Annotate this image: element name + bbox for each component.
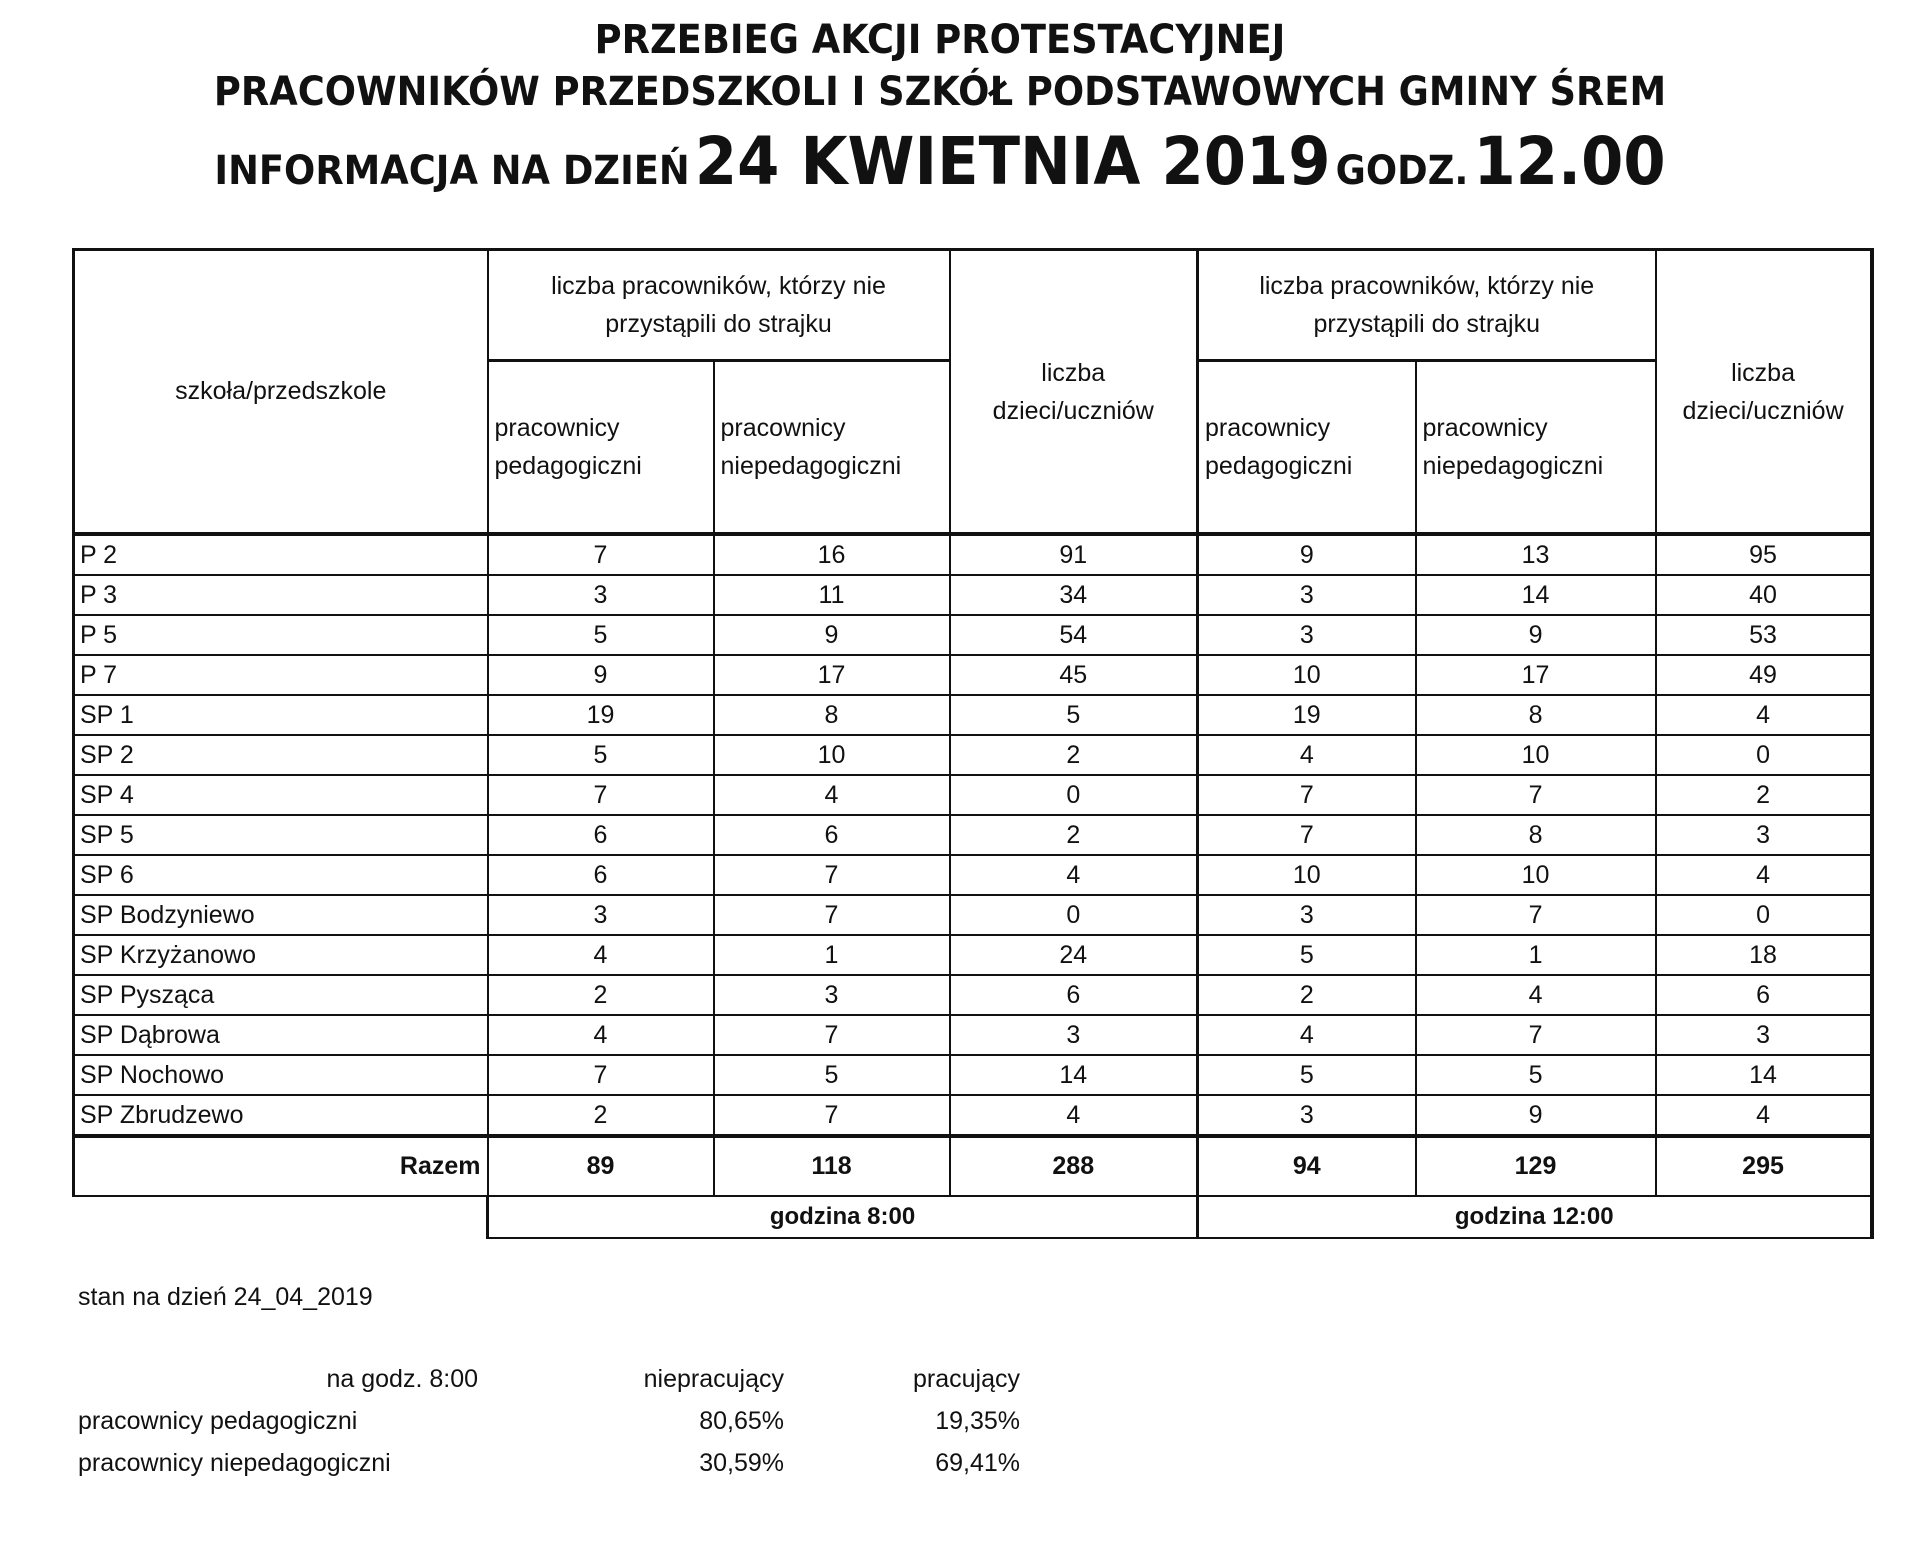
table-cell: 1	[714, 935, 950, 975]
header-pedagogical-8: pracownicy pedagogiczni	[488, 361, 714, 535]
table-cell: 9	[1198, 534, 1416, 575]
table-cell: 9	[714, 615, 950, 655]
table-cell: 8	[1416, 815, 1656, 855]
school-name: SP Bodzyniewo	[74, 895, 488, 935]
header-group-12: liczba pracowników, którzy nie przystąpili do strajku	[1198, 250, 1656, 361]
table-cell: 13	[1416, 534, 1656, 575]
table-cell: 4	[1198, 735, 1416, 775]
table-row	[74, 815, 1872, 855]
table-cell: 8	[714, 695, 950, 735]
school-name: SP Krzyżanowo	[74, 935, 488, 975]
school-name: SP 4	[74, 775, 488, 815]
table-cell: 4	[950, 855, 1198, 895]
table-cell: 49	[1656, 655, 1872, 695]
title-info-prefix: INFORMACJA NA DZIEŃ	[214, 148, 690, 194]
table-cell: 4	[714, 775, 950, 815]
table-row	[74, 935, 1872, 975]
table-cell: 9	[1416, 1095, 1656, 1136]
table-cell: 3	[1198, 575, 1416, 615]
table-cell: 2	[1656, 775, 1872, 815]
table-cell: 7	[714, 855, 950, 895]
header-school: szkoła/przedszkole	[74, 250, 488, 535]
hours-table	[486, 1195, 1874, 1239]
summary-head-col1: niepracujący	[643, 1364, 784, 1393]
table-cell: 4	[1416, 975, 1656, 1015]
table-row	[74, 895, 1872, 935]
table-row	[74, 575, 1872, 615]
summary-row-value: 80,65%	[699, 1406, 784, 1435]
school-name: P 7	[74, 655, 488, 695]
table-cell: 7	[488, 1055, 714, 1095]
summary-row-value: 19,35%	[935, 1406, 1020, 1435]
table-row	[74, 534, 1872, 575]
summary-table	[78, 1358, 1020, 1484]
table-cell: 7	[1198, 815, 1416, 855]
table-cell: 5	[1416, 1055, 1656, 1095]
summary-row-label: pracownicy niepedagogiczni	[78, 1448, 391, 1477]
table-cell: 40	[1656, 575, 1872, 615]
table-cell: 0	[950, 775, 1198, 815]
table-cell: 2	[950, 735, 1198, 775]
table-cell: 17	[714, 655, 950, 695]
title-time: 12.00	[1473, 123, 1666, 200]
table-cell: 2	[488, 1095, 714, 1136]
total-row	[74, 1136, 1872, 1196]
table-cell: 6	[488, 815, 714, 855]
title-line-3	[75, 124, 1805, 217]
table-cell: 14	[1656, 1055, 1872, 1095]
total-label: Razem	[74, 1136, 488, 1196]
table-cell: 3	[1198, 1095, 1416, 1136]
table-cell: 0	[1656, 735, 1872, 775]
table-cell: 0	[1656, 895, 1872, 935]
summary-head-label: na godz. 8:00	[326, 1364, 478, 1393]
table-cell: 7	[1416, 1015, 1656, 1055]
table-cell: 5	[950, 695, 1198, 735]
table-cell: 6	[1656, 975, 1872, 1015]
table-cell: 2	[950, 815, 1198, 855]
table-cell: 10	[714, 735, 950, 775]
total-cell: 129	[1416, 1136, 1656, 1196]
table-cell: 10	[1416, 735, 1656, 775]
table-cell: 6	[488, 855, 714, 895]
summary-row-value: 30,59%	[699, 1448, 784, 1477]
header-nonpedagogical-8: pracownicy niepedagogiczni	[714, 361, 950, 535]
table-cell: 24	[950, 935, 1198, 975]
table-cell: 4	[1656, 855, 1872, 895]
title-time-prefix: GODZ.	[1335, 148, 1469, 194]
table-cell: 3	[714, 975, 950, 1015]
table-row	[74, 695, 1872, 735]
table-row	[74, 975, 1872, 1015]
table-cell: 1	[1416, 935, 1656, 975]
header-children-12: liczba dzieci/uczniów	[1656, 250, 1872, 535]
table-cell: 8	[1416, 695, 1656, 735]
table-cell: 5	[488, 735, 714, 775]
table-cell: 4	[1656, 695, 1872, 735]
table-cell: 7	[1416, 895, 1656, 935]
table-cell: 7	[1198, 775, 1416, 815]
school-name: SP Zbrudzewo	[74, 1095, 488, 1136]
table-cell: 3	[488, 575, 714, 615]
table-cell: 19	[1198, 695, 1416, 735]
title-line-2: PRACOWNIKÓW PRZEDSZKOLI I SZKÓŁ PODSTAWOWYCH GMINY ŚREM	[213, 69, 1667, 115]
table-cell: 91	[950, 534, 1198, 575]
table-cell: 9	[488, 655, 714, 695]
table-row	[74, 655, 1872, 695]
table-cell: 7	[714, 895, 950, 935]
table-cell: 0	[950, 895, 1198, 935]
status-line: stan na dzień 24_04_2019	[78, 1283, 373, 1311]
header-pedagogical-12: pracownicy pedagogiczni	[1198, 361, 1416, 535]
header-children-8: liczba dzieci/uczniów	[950, 250, 1198, 535]
table-row	[74, 775, 1872, 815]
school-name: SP 5	[74, 815, 488, 855]
table-cell: 10	[1198, 655, 1416, 695]
table-row	[74, 735, 1872, 775]
header-group-8: liczba pracowników, którzy nie przystąpili do strajku	[488, 250, 950, 361]
table-cell: 5	[714, 1055, 950, 1095]
total-cell: 295	[1656, 1136, 1872, 1196]
table-cell: 19	[488, 695, 714, 735]
school-name: SP 1	[74, 695, 488, 735]
table-cell: 3	[1198, 895, 1416, 935]
table-cell: 7	[488, 775, 714, 815]
school-name: SP 6	[74, 855, 488, 895]
school-name: SP Nochowo	[74, 1055, 488, 1095]
table-cell: 5	[488, 615, 714, 655]
table-cell: 6	[714, 815, 950, 855]
page-title	[0, 14, 1880, 217]
table-cell: 6	[950, 975, 1198, 1015]
school-name: SP Pysząca	[74, 975, 488, 1015]
total-cell: 118	[714, 1136, 950, 1196]
table-cell: 95	[1656, 534, 1872, 575]
table-row	[74, 1055, 1872, 1095]
school-name: P 5	[74, 615, 488, 655]
table-cell: 45	[950, 655, 1198, 695]
table-cell: 54	[950, 615, 1198, 655]
table-cell: 2	[1198, 975, 1416, 1015]
table-cell: 14	[1416, 575, 1656, 615]
table-cell: 14	[950, 1055, 1198, 1095]
table-cell: 9	[1416, 615, 1656, 655]
school-name: P 2	[74, 534, 488, 575]
table-cell: 11	[714, 575, 950, 615]
table-row	[74, 1095, 1872, 1136]
table-cell: 10	[1416, 855, 1656, 895]
summary-row-value: 69,41%	[935, 1448, 1020, 1477]
title-date: 24 KWIETNIA 2019	[694, 123, 1331, 200]
table-cell: 4	[1656, 1095, 1872, 1136]
table-cell: 3	[1198, 615, 1416, 655]
total-cell: 89	[488, 1136, 714, 1196]
table-cell: 4	[488, 1015, 714, 1055]
table-cell: 3	[950, 1015, 1198, 1055]
table-row	[74, 615, 1872, 655]
summary-row-label: pracownicy pedagogiczni	[78, 1406, 358, 1435]
table-cell: 17	[1416, 655, 1656, 695]
school-name: P 3	[74, 575, 488, 615]
table-cell: 4	[950, 1095, 1198, 1136]
title-line-1: PRZEBIEG AKCJI PROTESTACYJNEJ	[594, 17, 1286, 63]
total-cell: 288	[950, 1136, 1198, 1196]
header-nonpedagogical-12: pracownicy niepedagogiczni	[1416, 361, 1656, 535]
school-name: SP 2	[74, 735, 488, 775]
table-cell: 7	[488, 534, 714, 575]
hour-label-12: godzina 12:00	[1198, 1196, 1872, 1238]
table-cell: 53	[1656, 615, 1872, 655]
table-cell: 3	[1656, 815, 1872, 855]
table-cell: 7	[714, 1095, 950, 1136]
table-cell: 34	[950, 575, 1198, 615]
table-cell: 5	[1198, 1055, 1416, 1095]
school-name: SP Dąbrowa	[74, 1015, 488, 1055]
table-cell: 16	[714, 534, 950, 575]
table-cell: 7	[714, 1015, 950, 1055]
strike-table	[72, 248, 1874, 1197]
table-cell: 3	[488, 895, 714, 935]
table-cell: 10	[1198, 855, 1416, 895]
table-cell: 7	[1416, 775, 1656, 815]
total-cell: 94	[1198, 1136, 1416, 1196]
table-cell: 5	[1198, 935, 1416, 975]
table-cell: 18	[1656, 935, 1872, 975]
table-cell: 4	[488, 935, 714, 975]
table-row	[74, 1015, 1872, 1055]
table-cell: 2	[488, 975, 714, 1015]
hour-label-8: godzina 8:00	[488, 1196, 1198, 1238]
table-cell: 3	[1656, 1015, 1872, 1055]
summary-head-col2: pracujący	[913, 1364, 1020, 1393]
table-cell: 4	[1198, 1015, 1416, 1055]
table-row	[74, 855, 1872, 895]
